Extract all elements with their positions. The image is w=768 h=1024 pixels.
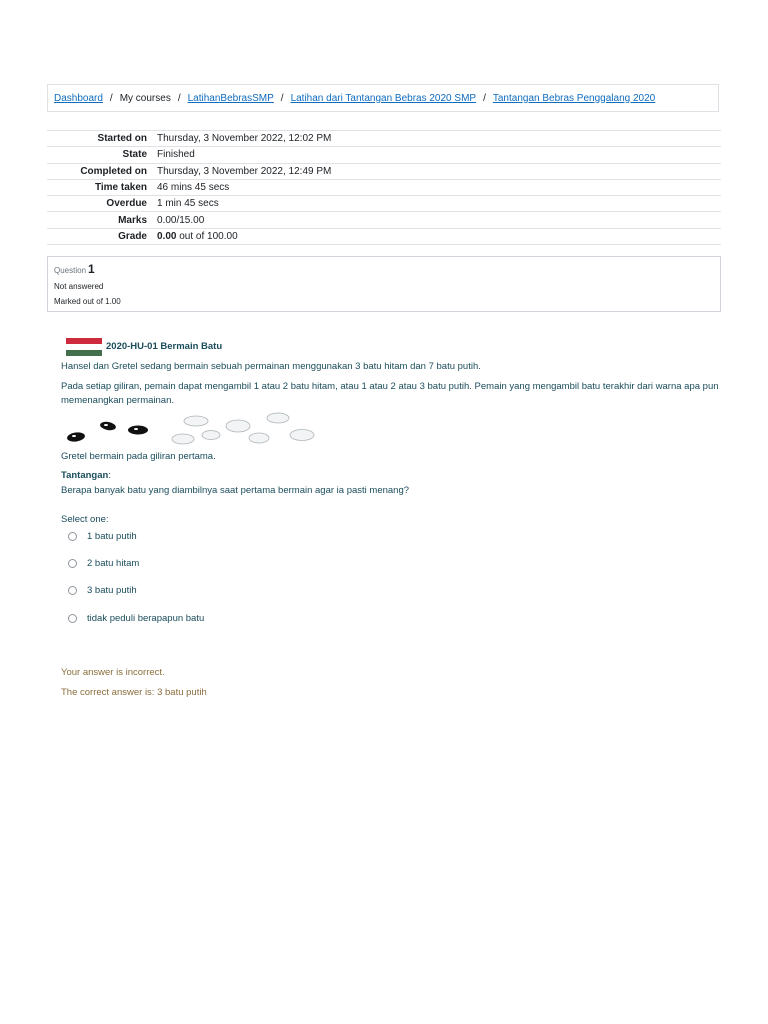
summary-value: 46 mins 45 secs (152, 179, 721, 195)
breadcrumb-course-link[interactable]: LatihanBebrasSMP (187, 92, 274, 104)
flag-stripe (66, 350, 102, 356)
stone-highlight (72, 435, 76, 437)
question-prefix: Question (54, 266, 87, 275)
challenge-label: Tantangan (61, 470, 109, 481)
answer-option[interactable] (68, 558, 139, 569)
stones-image (61, 410, 331, 450)
table-row (47, 147, 721, 163)
grade-out-of: out of 100.00 (176, 230, 238, 242)
radio-button[interactable] (68, 586, 77, 595)
answer-option[interactable] (68, 585, 137, 596)
stone-highlight (134, 428, 138, 430)
black-stone (99, 421, 116, 432)
summary-label: Time taken (47, 179, 152, 195)
table-row (47, 212, 721, 228)
summary-label: Marks (47, 212, 152, 228)
summary-label: Started on (47, 131, 152, 147)
question-text: Hansel dan Gretel sedang bermain sebuah permainan menggunakan 3 batu hitam dan 7 batu putih. (61, 361, 481, 372)
question-info (47, 256, 721, 312)
summary-label: Completed on (47, 163, 152, 179)
feedback-incorrect: Your answer is incorrect. (61, 667, 165, 678)
answer-option[interactable] (68, 531, 137, 542)
summary-label: Grade (47, 228, 152, 244)
select-one-label: Select one: (61, 514, 109, 525)
radio-button[interactable] (68, 559, 77, 568)
task-title: 2020-HU-01 Bermain Batu (106, 341, 223, 352)
white-stone (290, 430, 314, 441)
breadcrumb-quiz-link[interactable]: Tantangan Bebras Penggalang 2020 (492, 92, 656, 104)
summary-label: State (47, 147, 152, 163)
summary-value: Thursday, 3 November 2022, 12:49 PM (152, 163, 721, 179)
breadcrumb-separator: / (280, 92, 284, 104)
summary-value: Thursday, 3 November 2022, 12:02 PM (152, 131, 721, 147)
summary-value (152, 228, 721, 244)
white-stone (172, 434, 194, 444)
breadcrumb-section-link[interactable]: Latihan dari Tantangan Bebras 2020 SMP (290, 92, 477, 104)
white-stone (267, 413, 289, 423)
breadcrumb (47, 84, 719, 112)
answer-option-label: 3 batu putih (87, 585, 137, 596)
question-status: Not answered (54, 282, 104, 291)
question-marked: Marked out of 1.00 (54, 297, 121, 306)
breadcrumb-separator: / (483, 92, 486, 104)
table-row (47, 163, 721, 179)
table-row (47, 196, 721, 212)
answer-option[interactable] (68, 613, 204, 624)
summary-value: 1 min 45 secs (152, 196, 721, 212)
white-stone (226, 420, 250, 432)
black-stone (128, 426, 148, 435)
challenge-colon: : (108, 470, 111, 481)
feedback-correct-answer: The correct answer is: 3 batu putih (61, 687, 207, 698)
breadcrumb-my-courses: My courses (119, 92, 171, 104)
answer-option-label: 2 batu hitam (87, 558, 140, 569)
breadcrumb-separator: / (177, 92, 181, 104)
breadcrumb-separator: / (109, 92, 113, 104)
summary-label: Overdue (47, 196, 152, 212)
grade-value: 0.00 (157, 230, 177, 242)
summary-value: 0.00/15.00 (152, 212, 721, 228)
breadcrumb-dashboard-link[interactable]: Dashboard (54, 92, 103, 104)
black-stone (66, 431, 85, 442)
white-stone (202, 431, 220, 440)
question-number: 1 (88, 262, 95, 276)
challenge-text: Berapa banyak batu yang diambilnya saat pertama bermain agar ia pasti menang? (61, 485, 410, 496)
table-row (47, 228, 721, 244)
hungary-flag-icon (66, 338, 102, 356)
radio-button[interactable] (68, 614, 77, 623)
stone-highlight (104, 424, 108, 426)
question-text: Pada setiap giliran, pemain dapat mengambil 1 atau 2 batu hitam, atau 1 atau 2 atau 3 batu putih. Pemain yang mengambil batu terakhir dari warna apa pun memenangkan permainan. (61, 381, 719, 406)
answer-option-label: 1 batu putih (87, 531, 137, 542)
answer-option-label: tidak peduli berapapun batu (87, 613, 205, 624)
table-row (47, 179, 721, 195)
challenge-heading (61, 469, 721, 483)
summary-value: Finished (152, 147, 721, 163)
table-row (47, 131, 721, 147)
attempt-summary-table (47, 130, 721, 245)
white-stone (249, 433, 269, 443)
radio-button[interactable] (68, 532, 77, 541)
question-text: Gretel bermain pada giliran pertama. (61, 451, 216, 462)
white-stone (184, 416, 208, 426)
